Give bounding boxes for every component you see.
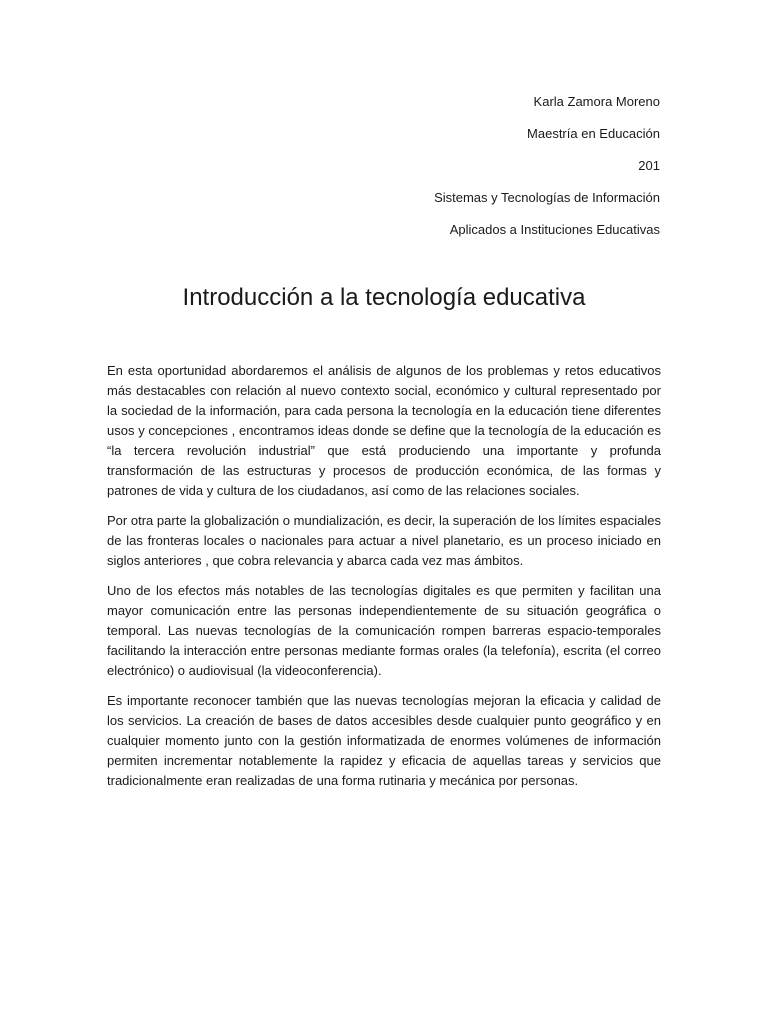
paragraph-1: En esta oportunidad abordaremos el análisis de algunos de los problemas y retos educativos más destacables con relación al nuevo contexto social, económico y cultural representado por la sociedad de la información, para cada persona la tecnología en la educación tiene diferentes usos y concepciones , encontramos ideas donde se define que la tecnología de la educación es “la tercera revolución industrial” que está produciendo una importante y profunda transformación de las estructuras y procesos de producción económica, de las formas y patrones de vida y cultura de los ciudadanos, así como de las relaciones sociales. <box>107 363 661 498</box>
paragraph-2: Por otra parte la globalización o mundialización, es decir, la superación de los límites espaciales de las fronteras locales o nacionales para actuar a nivel planetario, es un proceso iniciado en siglos anteriores , que cobra relevancia y abarca cada vez mas ámbitos. <box>107 513 661 568</box>
paragraph-4: Es importante reconocer también que las nuevas tecnologías mejoran la eficacia y calidad de los servicios. La creación de bases de datos accesibles desde cualquier punto geográfico y en cualquier momento junto con la gestión informatizada de enormes volúmenes de información permiten incrementar notablemente la rapidez y eficacia de aquellas tareas y servicios que tradicionalmente eran realizadas de una forma rutinaria y mecánica por personas. <box>107 693 661 788</box>
course-name-line2: Aplicados a Instituciones Educativas <box>449 222 660 237</box>
document-title: Introducción a la tecnología educativa <box>182 284 586 311</box>
paragraph-3: Uno de los efectos más notables de las tecnologías digitales es que permiten y facilitan una mayor comunicación entre las personas independientemente de su situación geográfica o temporal. Las nuevas tecnologías de la comunicación rompen barreras espacio-temporales facilitando la interacción entre personas mediante formas orales (la telefonía), escrita (el correo electrónico) o audiovisual (la videoconferencia). <box>107 583 661 678</box>
document-body <box>107 361 661 801</box>
group-number: 201 <box>638 158 660 173</box>
program-name: Maestría en Educación <box>527 126 660 141</box>
author-info-block <box>434 86 660 246</box>
author-name: Karla Zamora Moreno <box>533 94 660 109</box>
course-name-line1: Sistemas y Tecnologías de Información <box>434 190 660 205</box>
